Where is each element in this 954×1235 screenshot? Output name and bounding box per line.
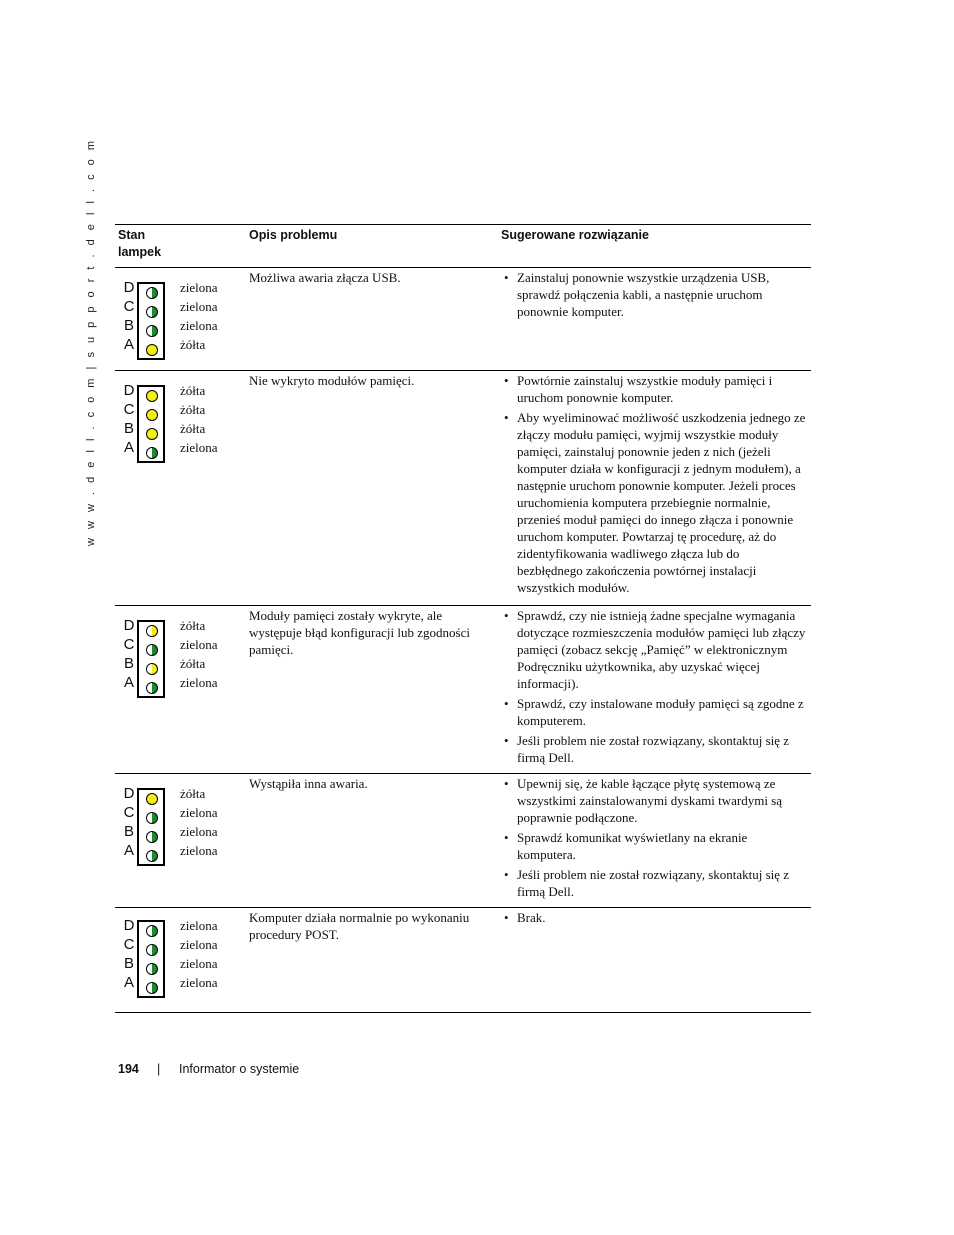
led-green-icon	[146, 812, 158, 824]
led-green-icon	[146, 682, 158, 694]
solution-item: • Sprawdź komunikat wyświetlany na ekranie komputera.	[501, 829, 807, 863]
solution-item: • Jeśli problem nie został rozwiązany, skontaktuj się z firmą Dell.	[501, 866, 807, 900]
led-green-icon	[146, 306, 158, 318]
led-yellow-icon	[146, 409, 158, 421]
table-header	[115, 224, 811, 268]
led-color-label: zielona	[180, 675, 218, 690]
led-yellow-icon	[146, 390, 158, 402]
led-color-label: zielona	[180, 637, 218, 652]
led-letter: A	[123, 439, 134, 456]
led-color-label: zielona	[180, 299, 218, 314]
footer-title: Informator o systemie	[179, 1062, 300, 1076]
led-letter: D	[123, 382, 135, 399]
led-color-list	[180, 381, 218, 457]
led-letter: B	[123, 317, 134, 334]
led-color-label: żółta	[180, 618, 206, 633]
led-box	[137, 788, 165, 866]
led-color-list	[180, 616, 218, 692]
led-color-list	[180, 784, 218, 860]
led-letter: B	[123, 420, 134, 437]
led-letter: D	[123, 617, 135, 634]
led-letter: A	[123, 974, 134, 991]
led-green-icon	[146, 963, 158, 975]
problem-description: Wystąpiła inna awaria.	[249, 776, 368, 791]
header-problem: Opis problemu	[249, 228, 338, 242]
solution-item: • Aby wyeliminować możliwość uszkodzenia jednego ze złączy modułu pamięci, wyjmij wszystkie moduły pamięci, zainstaluj ponownie jeden z nich (jeżeli komputer działa w konfiguracji z jednym modułem), a następnie uruchom ponownie komputer. Jeżeli proces uruchomienia komputera przebiegnie normalnie, przenieś moduł pamięci do innego złącza i ponownie uruchom komputer. Powtarzaj tę procedurę, aż do zidentyfikowania wadliwego złącza lub do bezbłędnego zakończenia powtórnej instalacji wszystkich modułów.	[501, 409, 807, 596]
led-color-label: zielona	[180, 956, 218, 971]
problem-description: Nie wykryto modułów pamięci.	[249, 373, 415, 388]
led-color-label: zielona	[180, 805, 218, 820]
led-green-icon	[146, 982, 158, 994]
table-row	[115, 371, 811, 606]
table-row	[115, 908, 811, 1013]
led-color-label: zielona	[180, 318, 218, 333]
solution-list	[501, 607, 807, 769]
problem-description: Moduły pamięci zostały wykryte, ale występuje błąd konfiguracji lub zgodności pamięci.	[249, 608, 470, 657]
led-box	[137, 920, 165, 998]
led-color-label: zielona	[180, 843, 218, 858]
solution-item: • Brak.	[501, 909, 807, 926]
led-color-label: zielona	[180, 918, 218, 933]
solution-item: • Upewnij się, że kable łączące płytę systemową ze wszystkimi zainstalowanymi dyskami twardymi są poprawnie podłączone.	[501, 775, 807, 826]
footer-separator: |	[157, 1062, 161, 1076]
solution-list	[501, 372, 807, 599]
led-color-label: żółta	[180, 383, 206, 398]
led-green-icon	[146, 287, 158, 299]
led-diagnostic-table	[115, 224, 811, 1013]
led-box	[137, 282, 165, 360]
led-color-label: żółta	[180, 786, 206, 801]
solution-list	[501, 909, 807, 929]
led-green-icon	[146, 944, 158, 956]
led-letter: A	[123, 674, 134, 691]
led-color-label: żółta	[180, 421, 206, 436]
led-color-list	[180, 916, 218, 992]
table-row	[115, 606, 811, 774]
led-yellow-icon	[146, 428, 158, 440]
led-green-icon	[146, 447, 158, 459]
table-row	[115, 268, 811, 371]
led-letter: B	[123, 955, 134, 972]
led-letter: D	[123, 785, 135, 802]
led-letter: B	[123, 823, 134, 840]
solution-item: • Sprawdź, czy nie istnieją żadne specjalne wymagania dotyczące rozmieszczenia modułów pamięci lub złączy pamięci (zobacz sekcję „Pamięć” w elektronicznym Podręczniku użytkownika, aby uzyskać więcej informacji).	[501, 607, 807, 692]
solution-list	[501, 269, 807, 323]
led-box	[137, 385, 165, 463]
led-color-label: zielona	[180, 280, 218, 295]
led-yellow-icon	[146, 663, 158, 675]
led-letter: A	[123, 336, 134, 353]
page-number: 194	[118, 1062, 139, 1076]
solution-item: • Sprawdź, czy instalowane moduły pamięci są zgodne z komputerem.	[501, 695, 807, 729]
led-letter: B	[123, 655, 134, 672]
solution-item: • Powtórnie zainstaluj wszystkie moduły pamięci i uruchom ponownie komputer.	[501, 372, 807, 406]
led-color-label: żółta	[180, 656, 206, 671]
led-color-list	[180, 278, 218, 354]
header-solution: Sugerowane rozwiązanie	[501, 228, 649, 242]
led-color-label: żółta	[180, 402, 206, 417]
led-color-label: zielona	[180, 440, 218, 455]
led-green-icon	[146, 644, 158, 656]
led-box	[137, 620, 165, 698]
led-green-icon	[146, 850, 158, 862]
problem-description: Komputer działa normalnie po wykonaniu procedury POST.	[249, 910, 470, 942]
led-color-label: zielona	[180, 975, 218, 990]
led-green-icon	[146, 325, 158, 337]
led-yellow-icon	[146, 793, 158, 805]
led-green-icon	[146, 831, 158, 843]
header-lights: Stan lampek	[118, 228, 162, 259]
led-yellow-icon	[146, 344, 158, 356]
led-letter: C	[123, 804, 135, 821]
led-color-label: zielona	[180, 937, 218, 952]
led-letter: C	[123, 401, 135, 418]
led-letter: D	[123, 917, 135, 934]
problem-description: Możliwa awaria złącza USB.	[249, 270, 401, 285]
led-letter: D	[123, 279, 135, 296]
led-letter: A	[123, 842, 134, 859]
led-color-label: żółta	[180, 337, 206, 352]
solution-item: • Zainstaluj ponownie wszystkie urządzenia USB, sprawdź połączenia kabli, a następnie uruchom ponownie komputer.	[501, 269, 807, 320]
sidebar-url: w w w . d e l l . c o m | s u p p o r t . d e l l . c o m	[85, 138, 97, 546]
solution-list	[501, 775, 807, 903]
led-color-label: zielona	[180, 824, 218, 839]
led-yellow-icon	[146, 625, 158, 637]
led-letter: C	[123, 936, 135, 953]
table-row	[115, 774, 811, 908]
led-green-icon	[146, 925, 158, 937]
led-letter: C	[123, 298, 135, 315]
led-letter: C	[123, 636, 135, 653]
solution-item: • Jeśli problem nie został rozwiązany, skontaktuj się z firmą Dell.	[501, 732, 807, 766]
